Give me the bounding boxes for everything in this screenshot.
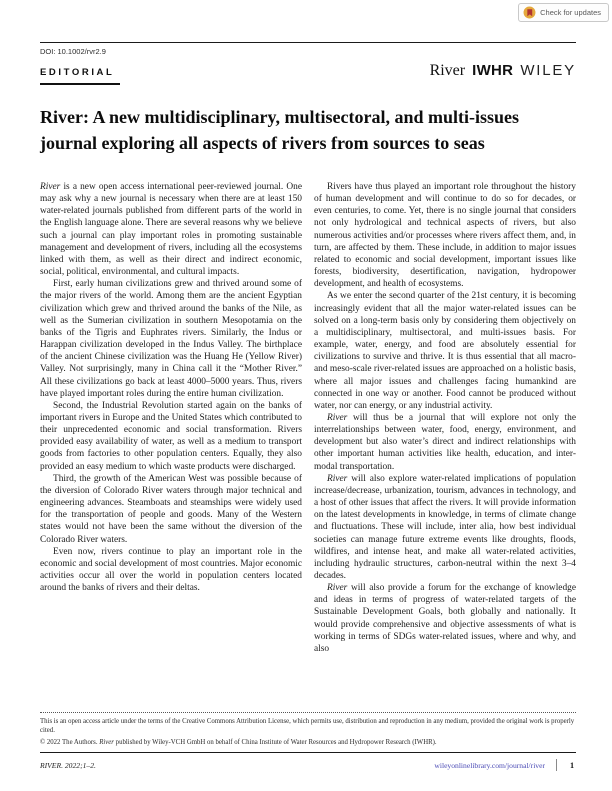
copyright-suffix: published by Wiley-VCH GmbH on behalf of China Institute of Water Resources and Hydropower Research (IWHR). [113, 739, 437, 746]
copyright-prefix: © 2022 The Authors. [40, 739, 100, 746]
journal-link[interactable]: wileyonlinelibrary.com/journal/river [434, 760, 545, 770]
paragraph: First, early human civilizations grew and thrived around some of the major rivers of the world. Among them are the ancient Egyptian civilization which grew and thrived around the banks of the Nile, as well as the Sumerian civilization in southern Mesopotamia on the banks of the Tigris and Euphrates rivers. Similarly, the Indus or Harappan civilization developed in the Indus Valley. The birthplace of the ancient Chinese civilization was the Huang He (Yellow River) Valley. Not surprisingly, many in China call it the “Mother River.” All these civilizations go back at least 4000–5000 years. Thus, rivers have played important roles during the entire human civilization. [40, 279, 302, 399]
check-updates-label: Check for updates [540, 8, 601, 17]
copyright-journal-name: River [99, 739, 114, 746]
paragraph: As we enter the second quarter of the 21st century, it is becoming increasingly evident that all the major water-related issues can be solved on a long-term basis only by considering them objectively on a multidisciplinary, multisectoral, and multi-issues basis. For example, water, energy, and food are absolutely essential for civilizations to survive and thrive. It is thus essential that all macro- and meso-scale river-related issues are approached on a holistic basis, where all major issues and challenges facing humankind are connected in one way or another. Food cannot be produced without water, nor can energy, or any industrial activity. [314, 291, 576, 411]
paragraph: River is a new open access international peer-reviewed journal. One may ask why a new journal is necessary when there are at least 150 water-related journals published from different parts of the world in the English language alone. There are several reasons why we believe such a journal can play important roles in promoting sustainable management and development of rivers, including all the ecosystems linked with them, as well as their direct and indirect economic, social, political, environmental, and cultural impacts. [40, 182, 302, 278]
paragraph: River will thus be a journal that will explore not only the interrelationships between water, food, energy, environment, and development but also water’s direct and indirect relationships with other important human activities like health, education, and inter-modal transportation. [314, 412, 576, 472]
article-title: River: A new multidisciplinary, multisectoral, and multi-issues journal exploring all aspects of rivers from sources to seas [40, 107, 520, 153]
crossmark-icon [523, 6, 536, 19]
article-body [40, 181, 576, 655]
citation-text: RIVER. 2022;1–2. [40, 760, 96, 770]
page-number: 1 [569, 760, 575, 770]
check-updates-button[interactable] [518, 3, 609, 22]
publisher-logo-wiley: WILEY [520, 62, 576, 79]
footer-bar [40, 752, 576, 771]
publisher-logo-iwhr: IWHR [472, 62, 514, 79]
column-left [40, 181, 302, 655]
paragraph: Rivers have thus played an important role throughout the history of human development and will continue to do so for decades, or even centuries, to come. Yet, there is no single journal that considers not only hydrological and technical aspects of rivers, but also numerous activities and/or processes where rivers affect them, and, in turn, are affected by them. These include, in addition to major issues related to economic and social development, important issues like forests, biodiversity, desertification, navigation, hydropower development, and health of ecosystems. [314, 182, 576, 290]
license-text: This is an open access article under the terms of the Creative Commons Attribution License, which permits use, distribution and reproduction in any medium, provided the original work is properly cited. [40, 718, 575, 734]
masthead-rule [40, 42, 576, 43]
editorial-label: EDITORIAL [40, 67, 120, 85]
paragraph: Second, the Industrial Revolution started again on the banks of important rivers in Europe and the United States which contributed to their unprecedented economic and social transformation. Rivers provided easy availability of water, as well as a medium to transport goods from factories to other population centers. Equally, they also provided an easy medium to which waste products were discharged. [40, 400, 302, 472]
doi-text: DOI: 10.1002/rvr2.9 [40, 47, 106, 56]
journal-logo-river: River [429, 62, 466, 79]
paragraph: River will also provide a forum for the exchange of knowledge and ideas in terms of progress of water-related targets of the Sustainable Development Goals, both globally and nationally. It would provide comprehensive and objective assessments of what is working in terms of SDGs water-related issues, where and why, and also [314, 583, 576, 654]
copyright-text [40, 738, 576, 747]
page-divider [556, 759, 557, 771]
paragraph: Even now, rivers continue to play an important role in the economic and social development of most countries. Major economic activities occur all over the world in population centers located around the banks of rivers and their deltas. [40, 546, 302, 594]
logo-block [430, 62, 576, 80]
column-right [314, 181, 576, 655]
footnote-block [40, 712, 576, 747]
paragraph: Third, the growth of the American West was possible because of the diversion of Colorado River waters through major technical and engineering advances. Steamboats and steamships were widely used for the transportation of people and goods. Many of the Western states would not have been the same without the diversion of the Colorado River waters. [40, 473, 302, 545]
paragraph: River will also explore water-related implications of population increase/decrease, urbanization, tourism, advances in technology, and a host of other issues that affect the rivers. It will provide information on the latest developments in knowledge, in terms of climate change and fluctuations. These will include, inter alia, how best individual societies can manage future extreme events like droughts, floods, wildfires, and intense heat, and make all water-related activities, including hydraulic structures, carbon-neutral within the next 3–4 decades. [314, 473, 576, 581]
